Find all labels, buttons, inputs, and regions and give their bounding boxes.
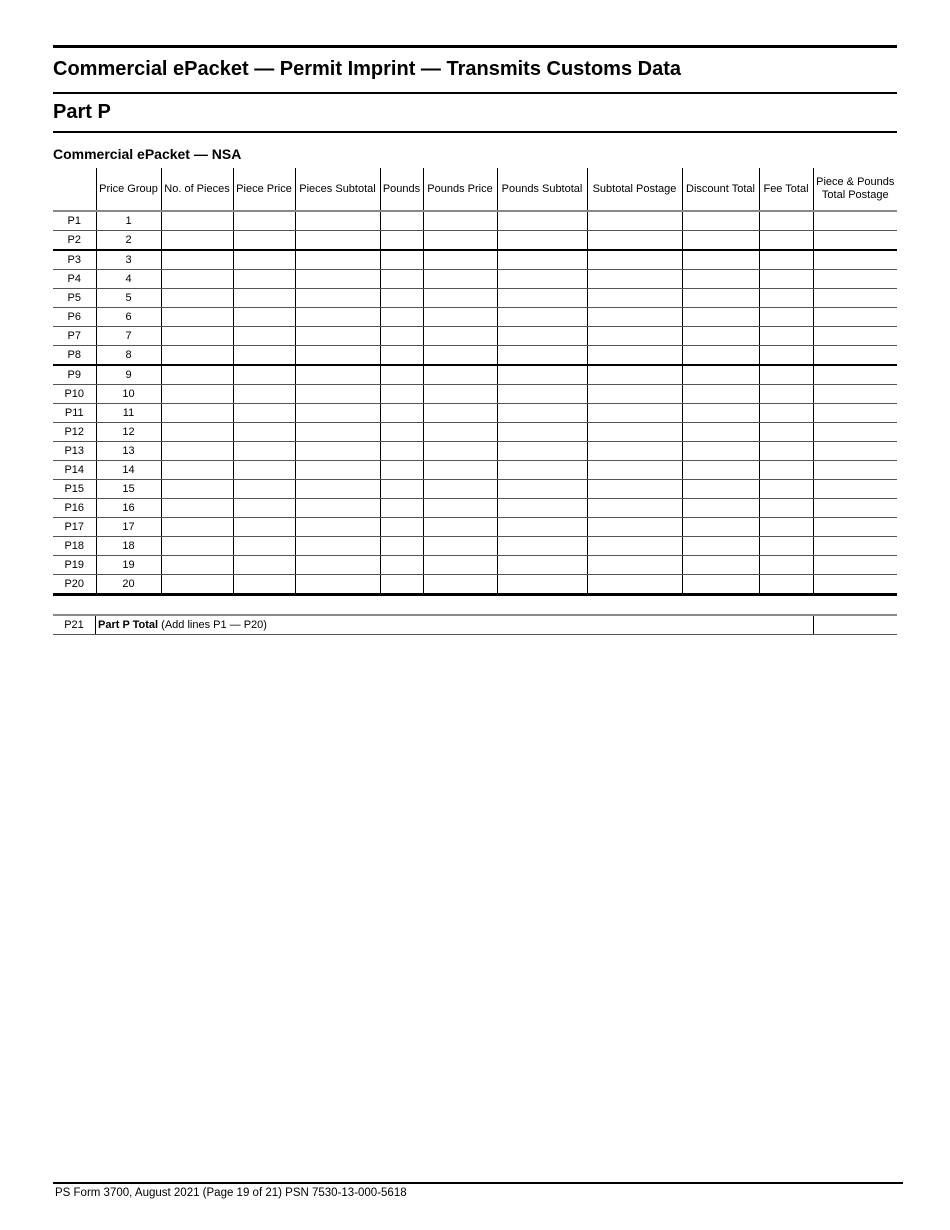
form-title: Commercial ePacket — Permit Imprint — Transmits Customs Data: [53, 58, 681, 80]
line-number: P4: [53, 270, 96, 289]
total-postage-field[interactable]: [813, 404, 897, 423]
total-postage-field[interactable]: [813, 327, 897, 346]
no-of-pieces-field[interactable]: [161, 575, 233, 595]
piece-price-field[interactable]: [233, 575, 295, 595]
pounds-price-field[interactable]: [423, 480, 497, 499]
total-postage-field[interactable]: [813, 289, 897, 308]
table-row: [53, 423, 897, 442]
fee-total-field[interactable]: [759, 308, 813, 327]
subtotal-postage-field[interactable]: [587, 461, 682, 480]
pounds-price-field[interactable]: [423, 270, 497, 289]
fee-total-field[interactable]: [759, 327, 813, 346]
table-row: [53, 308, 897, 327]
pounds-field[interactable]: [380, 289, 423, 308]
no-of-pieces-field[interactable]: [161, 327, 233, 346]
pounds-subtotal-field[interactable]: [497, 537, 587, 556]
subtotal-postage-field[interactable]: [587, 499, 682, 518]
subtotal-postage-field[interactable]: [587, 442, 682, 461]
line-number: P5: [53, 289, 96, 308]
fee-total-field[interactable]: [759, 556, 813, 575]
pounds-field[interactable]: [380, 461, 423, 480]
column-header-pounds-subtotal: Pounds Subtotal: [497, 168, 587, 211]
fee-total-field[interactable]: [759, 575, 813, 595]
fee-total-field[interactable]: [759, 442, 813, 461]
discount-total-field[interactable]: [682, 231, 759, 251]
line-number: P20: [53, 575, 96, 595]
no-of-pieces-field[interactable]: [161, 499, 233, 518]
pieces-subtotal-field[interactable]: [295, 461, 380, 480]
line-number: P16: [53, 499, 96, 518]
fee-total-field[interactable]: [759, 499, 813, 518]
pounds-price-field[interactable]: [423, 423, 497, 442]
pounds-field[interactable]: [380, 404, 423, 423]
line-number: P13: [53, 442, 96, 461]
price-group: 12: [96, 423, 161, 442]
pounds-field[interactable]: [380, 480, 423, 499]
price-group: 19: [96, 556, 161, 575]
piece-price-field[interactable]: [233, 480, 295, 499]
column-header-discount-total: Discount Total: [682, 168, 759, 211]
column-header-price-group: Price Group: [96, 168, 161, 211]
no-of-pieces-field[interactable]: [161, 270, 233, 289]
discount-total-field[interactable]: [682, 404, 759, 423]
pounds-subtotal-field[interactable]: [497, 270, 587, 289]
pounds-field[interactable]: [380, 211, 423, 231]
price-group: 15: [96, 480, 161, 499]
table-row: [53, 346, 897, 366]
line-number: P14: [53, 461, 96, 480]
discount-total-field[interactable]: [682, 250, 759, 270]
subtotal-postage-field[interactable]: [587, 385, 682, 404]
discount-total-field[interactable]: [682, 499, 759, 518]
pounds-price-field[interactable]: [423, 365, 497, 385]
line-number: P18: [53, 537, 96, 556]
no-of-pieces-field[interactable]: [161, 365, 233, 385]
piece-price-field[interactable]: [233, 518, 295, 537]
price-group: 20: [96, 575, 161, 595]
fee-total-field[interactable]: [759, 289, 813, 308]
total-row: [53, 615, 897, 635]
postage-table: [53, 168, 897, 596]
pounds-price-field[interactable]: [423, 556, 497, 575]
title-rule: [53, 92, 897, 94]
pieces-subtotal-field[interactable]: [295, 365, 380, 385]
subtotal-postage-field[interactable]: [587, 289, 682, 308]
pounds-subtotal-field[interactable]: [497, 289, 587, 308]
piece-price-field[interactable]: [233, 556, 295, 575]
subtotal-postage-field[interactable]: [587, 423, 682, 442]
no-of-pieces-field[interactable]: [161, 211, 233, 231]
pounds-field[interactable]: [380, 270, 423, 289]
column-header-no-of-pieces: No. of Pieces: [161, 168, 233, 211]
price-group: 5: [96, 289, 161, 308]
piece-price-field[interactable]: [233, 442, 295, 461]
pieces-subtotal-field[interactable]: [295, 537, 380, 556]
discount-total-field[interactable]: [682, 423, 759, 442]
pieces-subtotal-field[interactable]: [295, 211, 380, 231]
subtotal-postage-field[interactable]: [587, 346, 682, 366]
no-of-pieces-field[interactable]: [161, 442, 233, 461]
line-number: P3: [53, 250, 96, 270]
pounds-field[interactable]: [380, 365, 423, 385]
pounds-price-field[interactable]: [423, 211, 497, 231]
section-subtitle: Commercial ePacket — NSA: [53, 146, 242, 162]
part-heading: Part P: [53, 101, 111, 123]
table-row: [53, 518, 897, 537]
total-postage-field[interactable]: [813, 518, 897, 537]
table-row: [53, 270, 897, 289]
pounds-field[interactable]: [380, 250, 423, 270]
fee-total-field[interactable]: [759, 270, 813, 289]
subtotal-postage-field[interactable]: [587, 211, 682, 231]
line-number: P17: [53, 518, 96, 537]
piece-price-field[interactable]: [233, 308, 295, 327]
fee-total-field[interactable]: [759, 365, 813, 385]
discount-total-field[interactable]: [682, 346, 759, 366]
piece-price-field[interactable]: [233, 404, 295, 423]
total-label: [96, 615, 814, 635]
fee-total-field[interactable]: [759, 480, 813, 499]
subtotal-postage-field[interactable]: [587, 231, 682, 251]
pounds-field[interactable]: [380, 518, 423, 537]
pieces-subtotal-field[interactable]: [295, 308, 380, 327]
fee-total-field[interactable]: [759, 250, 813, 270]
subtotal-postage-field[interactable]: [587, 250, 682, 270]
total-postage-field[interactable]: [813, 499, 897, 518]
pounds-price-field[interactable]: [423, 575, 497, 595]
line-number: P2: [53, 231, 96, 251]
piece-price-field[interactable]: [233, 250, 295, 270]
pounds-price-field[interactable]: [423, 289, 497, 308]
table-row: [53, 499, 897, 518]
pieces-subtotal-field[interactable]: [295, 250, 380, 270]
piece-price-field[interactable]: [233, 365, 295, 385]
column-header-total-postage: Piece & Pounds Total Postage: [813, 168, 897, 211]
price-group: 7: [96, 327, 161, 346]
pieces-subtotal-field[interactable]: [295, 404, 380, 423]
total-label-bold: Part P Total: [98, 619, 159, 631]
fee-total-field[interactable]: [759, 518, 813, 537]
pounds-subtotal-field[interactable]: [497, 518, 587, 537]
total-postage-field[interactable]: [814, 615, 898, 635]
discount-total-field[interactable]: [682, 461, 759, 480]
pounds-subtotal-field[interactable]: [497, 211, 587, 231]
table-row: [53, 556, 897, 575]
table-row: [53, 537, 897, 556]
pounds-price-field[interactable]: [423, 250, 497, 270]
line-number: P10: [53, 385, 96, 404]
table-row: [53, 289, 897, 308]
pounds-price-field[interactable]: [423, 499, 497, 518]
line-number: P11: [53, 404, 96, 423]
pounds-subtotal-field[interactable]: [497, 556, 587, 575]
total-postage-field[interactable]: [813, 556, 897, 575]
total-postage-field[interactable]: [813, 231, 897, 251]
discount-total-field[interactable]: [682, 385, 759, 404]
discount-total-field[interactable]: [682, 556, 759, 575]
line-number: P1: [53, 211, 96, 231]
no-of-pieces-field[interactable]: [161, 404, 233, 423]
pounds-subtotal-field[interactable]: [497, 423, 587, 442]
table-row: [53, 327, 897, 346]
part-total-table: [53, 614, 897, 635]
discount-total-field[interactable]: [682, 575, 759, 595]
pounds-subtotal-field[interactable]: [497, 575, 587, 595]
fee-total-field[interactable]: [759, 404, 813, 423]
discount-total-field[interactable]: [682, 480, 759, 499]
piece-price-field[interactable]: [233, 270, 295, 289]
piece-price-field[interactable]: [233, 327, 295, 346]
column-header-subtotal-postage: Subtotal Postage: [587, 168, 682, 211]
column-header-pounds-price: Pounds Price: [423, 168, 497, 211]
no-of-pieces-field[interactable]: [161, 518, 233, 537]
piece-price-field[interactable]: [233, 231, 295, 251]
pieces-subtotal-field[interactable]: [295, 480, 380, 499]
total-postage-field[interactable]: [813, 423, 897, 442]
pounds-price-field[interactable]: [423, 537, 497, 556]
price-group: 9: [96, 365, 161, 385]
pieces-subtotal-field[interactable]: [295, 327, 380, 346]
pounds-subtotal-field[interactable]: [497, 308, 587, 327]
line-number: P9: [53, 365, 96, 385]
footer-rule: [53, 1182, 903, 1184]
price-group: 4: [96, 270, 161, 289]
no-of-pieces-field[interactable]: [161, 231, 233, 251]
no-of-pieces-field[interactable]: [161, 461, 233, 480]
column-header-line: [53, 168, 96, 211]
piece-price-field[interactable]: [233, 289, 295, 308]
discount-total-field[interactable]: [682, 518, 759, 537]
pieces-subtotal-field[interactable]: [295, 346, 380, 366]
price-group: 1: [96, 211, 161, 231]
subtotal-postage-field[interactable]: [587, 537, 682, 556]
pounds-price-field[interactable]: [423, 346, 497, 366]
total-postage-field[interactable]: [813, 575, 897, 595]
pieces-subtotal-field[interactable]: [295, 231, 380, 251]
pounds-field[interactable]: [380, 499, 423, 518]
pounds-subtotal-field[interactable]: [497, 250, 587, 270]
pounds-price-field[interactable]: [423, 327, 497, 346]
piece-price-field[interactable]: [233, 423, 295, 442]
no-of-pieces-field[interactable]: [161, 385, 233, 404]
pieces-subtotal-field[interactable]: [295, 385, 380, 404]
no-of-pieces-field[interactable]: [161, 289, 233, 308]
piece-price-field[interactable]: [233, 385, 295, 404]
pounds-subtotal-field[interactable]: [497, 461, 587, 480]
pounds-field[interactable]: [380, 385, 423, 404]
discount-total-field[interactable]: [682, 289, 759, 308]
pounds-price-field[interactable]: [423, 231, 497, 251]
pounds-price-field[interactable]: [423, 461, 497, 480]
price-group: 14: [96, 461, 161, 480]
pounds-subtotal-field[interactable]: [497, 346, 587, 366]
total-postage-field[interactable]: [813, 270, 897, 289]
pounds-subtotal-field[interactable]: [497, 480, 587, 499]
discount-total-field[interactable]: [682, 365, 759, 385]
subtotal-postage-field[interactable]: [587, 327, 682, 346]
fee-total-field[interactable]: [759, 461, 813, 480]
piece-price-field[interactable]: [233, 211, 295, 231]
fee-total-field[interactable]: [759, 423, 813, 442]
total-postage-field[interactable]: [813, 385, 897, 404]
price-group: 6: [96, 308, 161, 327]
total-postage-field[interactable]: [813, 346, 897, 366]
pounds-subtotal-field[interactable]: [497, 231, 587, 251]
table-row: [53, 365, 897, 385]
discount-total-field[interactable]: [682, 442, 759, 461]
total-postage-field[interactable]: [813, 537, 897, 556]
pounds-price-field[interactable]: [423, 518, 497, 537]
subtotal-postage-field[interactable]: [587, 556, 682, 575]
total-line-number: P21: [53, 615, 96, 635]
discount-total-field[interactable]: [682, 537, 759, 556]
price-group: 17: [96, 518, 161, 537]
pounds-price-field[interactable]: [423, 442, 497, 461]
price-group: 18: [96, 537, 161, 556]
column-header-fee-total: Fee Total: [759, 168, 813, 211]
no-of-pieces-field[interactable]: [161, 423, 233, 442]
pounds-subtotal-field[interactable]: [497, 404, 587, 423]
price-group: 3: [96, 250, 161, 270]
pounds-subtotal-field[interactable]: [497, 327, 587, 346]
line-number: P6: [53, 308, 96, 327]
subtotal-postage-field[interactable]: [587, 270, 682, 289]
subtotal-postage-field[interactable]: [587, 308, 682, 327]
pounds-price-field[interactable]: [423, 385, 497, 404]
fee-total-field[interactable]: [759, 346, 813, 366]
piece-price-field[interactable]: [233, 461, 295, 480]
line-number: P19: [53, 556, 96, 575]
pieces-subtotal-field[interactable]: [295, 518, 380, 537]
no-of-pieces-field[interactable]: [161, 346, 233, 366]
table-row: [53, 442, 897, 461]
no-of-pieces-field[interactable]: [161, 537, 233, 556]
table-row: [53, 480, 897, 499]
pounds-field[interactable]: [380, 346, 423, 366]
pounds-subtotal-field[interactable]: [497, 365, 587, 385]
subtotal-postage-field[interactable]: [587, 480, 682, 499]
total-label-instruction: (Add lines P1 — P20): [158, 619, 267, 631]
table-row: [53, 385, 897, 404]
pounds-field[interactable]: [380, 575, 423, 595]
pieces-subtotal-field[interactable]: [295, 423, 380, 442]
fee-total-field[interactable]: [759, 211, 813, 231]
subtotal-postage-field[interactable]: [587, 518, 682, 537]
total-postage-field[interactable]: [813, 211, 897, 231]
pounds-field[interactable]: [380, 327, 423, 346]
pieces-subtotal-field[interactable]: [295, 442, 380, 461]
pounds-field[interactable]: [380, 308, 423, 327]
pieces-subtotal-field[interactable]: [295, 575, 380, 595]
table-row: [53, 575, 897, 595]
form-footer: PS Form 3700, August 2021 (Page 19 of 21) PSN 7530-13-000-5618: [55, 1187, 407, 1199]
no-of-pieces-field[interactable]: [161, 250, 233, 270]
no-of-pieces-field[interactable]: [161, 556, 233, 575]
discount-total-field[interactable]: [682, 327, 759, 346]
pounds-field[interactable]: [380, 556, 423, 575]
fee-total-field[interactable]: [759, 537, 813, 556]
part-rule: [53, 131, 897, 133]
fee-total-field[interactable]: [759, 231, 813, 251]
line-number: P8: [53, 346, 96, 366]
table-header-row: [53, 168, 897, 211]
pounds-field[interactable]: [380, 442, 423, 461]
table-row: [53, 250, 897, 270]
piece-price-field[interactable]: [233, 537, 295, 556]
column-header-piece-price: Piece Price: [233, 168, 295, 211]
no-of-pieces-field[interactable]: [161, 308, 233, 327]
piece-price-field[interactable]: [233, 499, 295, 518]
line-number: P15: [53, 480, 96, 499]
piece-price-field[interactable]: [233, 346, 295, 366]
subtotal-postage-field[interactable]: [587, 404, 682, 423]
pounds-price-field[interactable]: [423, 404, 497, 423]
total-postage-field[interactable]: [813, 365, 897, 385]
subtotal-postage-field[interactable]: [587, 365, 682, 385]
discount-total-field[interactable]: [682, 270, 759, 289]
column-header-pieces-subtotal: Pieces Subtotal: [295, 168, 380, 211]
subtotal-postage-field[interactable]: [587, 575, 682, 595]
pounds-field[interactable]: [380, 423, 423, 442]
pounds-price-field[interactable]: [423, 308, 497, 327]
pounds-field[interactable]: [380, 537, 423, 556]
pieces-subtotal-field[interactable]: [295, 499, 380, 518]
line-number: P12: [53, 423, 96, 442]
line-number: P7: [53, 327, 96, 346]
price-group: 2: [96, 231, 161, 251]
no-of-pieces-field[interactable]: [161, 480, 233, 499]
table-row: [53, 404, 897, 423]
table-row: [53, 231, 897, 251]
total-postage-field[interactable]: [813, 461, 897, 480]
total-postage-field[interactable]: [813, 442, 897, 461]
table-row: [53, 211, 897, 231]
total-postage-field[interactable]: [813, 480, 897, 499]
price-group: 8: [96, 346, 161, 366]
table-row: [53, 461, 897, 480]
total-postage-field[interactable]: [813, 250, 897, 270]
pieces-subtotal-field[interactable]: [295, 270, 380, 289]
pieces-subtotal-field[interactable]: [295, 289, 380, 308]
price-group: 16: [96, 499, 161, 518]
discount-total-field[interactable]: [682, 308, 759, 327]
price-group: 10: [96, 385, 161, 404]
pounds-subtotal-field[interactable]: [497, 385, 587, 404]
pounds-subtotal-field[interactable]: [497, 499, 587, 518]
discount-total-field[interactable]: [682, 211, 759, 231]
price-group: 13: [96, 442, 161, 461]
top-rule: [53, 45, 897, 48]
pieces-subtotal-field[interactable]: [295, 556, 380, 575]
pounds-field[interactable]: [380, 231, 423, 251]
price-group: 11: [96, 404, 161, 423]
fee-total-field[interactable]: [759, 385, 813, 404]
column-header-pounds: Pounds: [380, 168, 423, 211]
pounds-subtotal-field[interactable]: [497, 442, 587, 461]
total-postage-field[interactable]: [813, 308, 897, 327]
